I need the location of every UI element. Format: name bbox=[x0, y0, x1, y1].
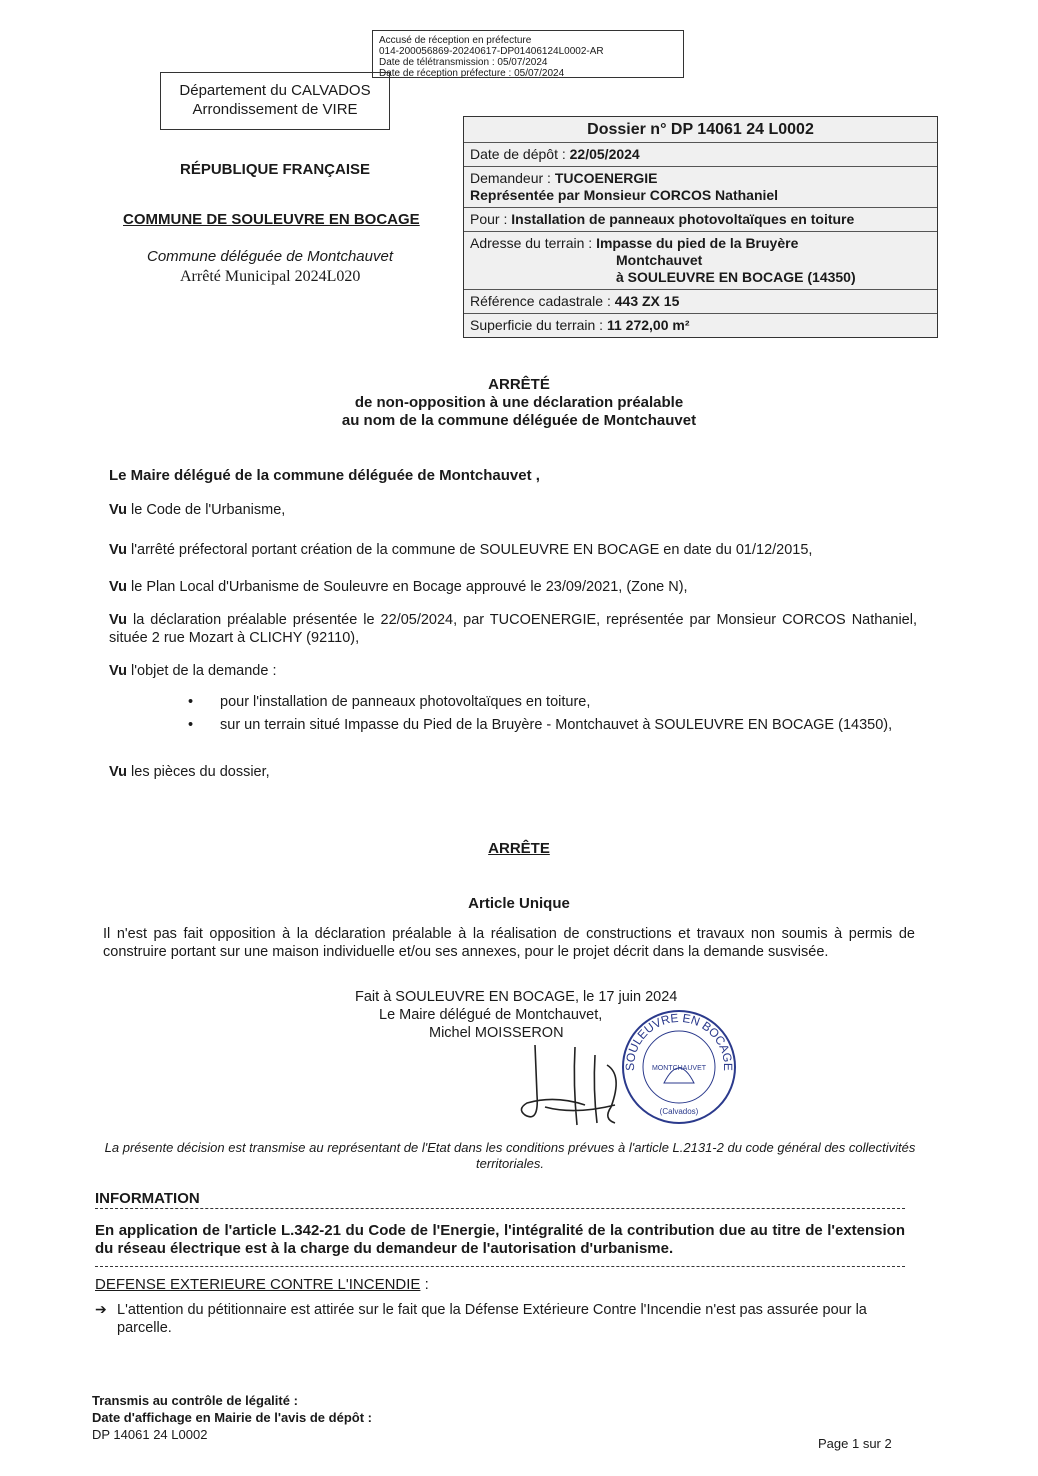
objet-bullet: • sur un terrain situé Impasse du Pied de la Bruyère - Montchauvet à SOULEUVRE EN BOCAGE (14350), bbox=[220, 716, 920, 734]
stamp-line: Date de réception préfecture : 05/07/2024 bbox=[379, 68, 565, 79]
vu-clause bbox=[109, 662, 917, 680]
superficie-row bbox=[464, 313, 937, 337]
arrete-title-line3: au nom de la commune déléguée de Montchauvet bbox=[341, 412, 697, 429]
signatory-role: Le Maire délégué de Montchauvet, bbox=[379, 1007, 603, 1023]
maire-intro: Le Maire délégué de la commune déléguée de Montchauvet , bbox=[109, 467, 540, 484]
prefecture-receipt-stamp bbox=[372, 30, 684, 78]
pour-label: Pour : bbox=[470, 211, 512, 227]
vu-clause bbox=[109, 611, 917, 647]
handwritten-signature bbox=[515, 1035, 635, 1130]
representee-line: Représentée par Monsieur CORCOS Nathaniel bbox=[470, 187, 779, 203]
vu-text: les pièces du dossier, bbox=[127, 764, 270, 780]
department-line: Département du CALVADOS bbox=[179, 82, 371, 99]
page-number: Page 1 sur 2 bbox=[818, 1436, 892, 1451]
footer-dossier-ref: DP 14061 24 L0002 bbox=[92, 1427, 208, 1442]
stamp-line: Date de télétransmission : 05/07/2024 bbox=[379, 57, 548, 68]
footer-affichage: Date d'affichage en Mairie de l'avis de dépôt : bbox=[92, 1410, 372, 1425]
vu-lead: Vu bbox=[109, 502, 127, 518]
cadastre-label: Référence cadastrale : bbox=[470, 293, 615, 309]
defense-text: L'attention du pétitionnaire est attirée sur le fait que la Défense Extérieure Contre l'Incendie n'est pas assurée pour la parcelle. bbox=[117, 1302, 867, 1336]
transmission-note: La présente décision est transmise au représentant de l'Etat dans les conditions prévues à l'article L.2131-2 du code général des collectivités territoriales. bbox=[104, 1140, 916, 1171]
superficie-value: 11 272,00 m² bbox=[606, 317, 690, 333]
stamp-line: 014-200056869-20240617-DP01406124L0002-AR bbox=[379, 46, 604, 57]
stamp-line: Accusé de réception en préfecture bbox=[379, 35, 532, 46]
vu-lead: Vu bbox=[109, 542, 127, 558]
vu-text: l'objet de la demande : bbox=[127, 663, 277, 679]
commune-seal-icon bbox=[620, 1008, 738, 1126]
vu-lead: Vu bbox=[109, 612, 127, 628]
depot-value: 22/05/2024 bbox=[569, 146, 640, 162]
adresse-label: Adresse du terrain : bbox=[470, 235, 597, 251]
footer-block bbox=[92, 1392, 372, 1443]
dossier-box bbox=[463, 116, 938, 338]
vu-lead: Vu bbox=[109, 579, 127, 595]
vu-clause bbox=[109, 578, 917, 596]
arrow-right-icon: ➔ bbox=[95, 1301, 107, 1317]
adresse-line1: Impasse du pied de la Bruyère bbox=[596, 235, 799, 251]
defense-heading-line bbox=[95, 1276, 429, 1293]
information-text: En application de l'article L.342-21 du Code de l'Energie, l'intégralité de la contribution due au titre de l'extension du réseau électrique est à la charge du demandeur de l'autorisation d'urbanisme. bbox=[95, 1222, 905, 1257]
vu-clause bbox=[109, 501, 917, 519]
arrete-number: Arrêté Municipal 2024L020 bbox=[180, 268, 361, 285]
objet-bullet: • pour l'installation de panneaux photovoltaïques en toiture, bbox=[220, 693, 920, 711]
signatory-name: Michel MOISSERON bbox=[429, 1025, 564, 1041]
cadastre-row bbox=[464, 289, 937, 313]
arrete-title-line1: ARRÊTÉ bbox=[488, 376, 550, 393]
divider bbox=[95, 1266, 905, 1267]
commune-heading: COMMUNE DE SOULEUVRE EN BOCAGE bbox=[123, 211, 420, 228]
cadastre-value: 443 ZX 15 bbox=[614, 293, 680, 309]
demandeur-label: Demandeur : bbox=[470, 170, 555, 186]
seal-top-text: SOULEUVRE EN BOCAGE bbox=[622, 1010, 736, 1071]
adresse-line3: à SOULEUVRE EN BOCAGE (14350) bbox=[616, 269, 856, 285]
seal-bottom-text: (Calvados) bbox=[659, 1107, 699, 1116]
seal-inner-text: MONTCHAUVET bbox=[651, 1065, 707, 1072]
republic-heading: RÉPUBLIQUE FRANÇAISE bbox=[180, 161, 371, 178]
demandeur-value: TUCOENERGIE bbox=[554, 170, 658, 186]
depot-label: Date de dépôt : bbox=[470, 146, 570, 162]
article-text: Il n'est pas fait opposition à la déclaration préalable à la réalisation de constructions et travaux non soumis à permis de construire portant sur une maison individuelle et/ou ses annexes, pour le projet décrit dans la demande susvisée. bbox=[103, 926, 915, 960]
pour-value: Installation de panneaux photovoltaïques en toiture bbox=[511, 211, 855, 227]
pour-row bbox=[464, 207, 937, 231]
information-heading: INFORMATION bbox=[95, 1190, 204, 1207]
depot-row bbox=[464, 142, 937, 166]
vu-text: le Code de l'Urbanisme, bbox=[127, 502, 286, 518]
adresse-line2: Montchauvet bbox=[616, 252, 703, 268]
arrete-title-line2: de non-opposition à une déclaration préalable bbox=[354, 394, 684, 411]
information-heading-line bbox=[95, 1190, 905, 1209]
vu-clause bbox=[109, 541, 917, 559]
defense-heading: DEFENSE EXTERIEURE CONTRE L'INCENDIE bbox=[95, 1276, 421, 1293]
arrete-title bbox=[0, 376, 1038, 430]
superficie-label: Superficie du terrain : bbox=[470, 317, 607, 333]
department-box bbox=[160, 72, 390, 130]
fait-line: Fait à SOULEUVRE EN BOCAGE, le 17 juin 2024 bbox=[355, 989, 678, 1005]
arrondissement-line: Arrondissement de VIRE bbox=[192, 101, 358, 118]
delegated-commune: Commune déléguée de Montchauvet bbox=[147, 248, 393, 265]
vu-lead: Vu bbox=[109, 663, 127, 679]
vu-text: l'arrêté préfectoral portant création de la commune de SOULEUVRE EN BOCAGE en date du 01/12/2015, bbox=[127, 542, 813, 558]
demandeur-row bbox=[464, 166, 937, 207]
vu-lead: Vu bbox=[109, 764, 127, 780]
adresse-row bbox=[464, 231, 937, 289]
vu-text: le Plan Local d'Urbanisme de Souleuvre en Bocage approuvé le 23/09/2021, (Zone N), bbox=[127, 579, 688, 595]
vu-text: la déclaration préalable présentée le 22/05/2024, par TUCOENERGIE, représentée par Monsieur CORCOS Nathaniel, située 2 rue Mozart à CLICHY (92110), bbox=[109, 612, 917, 646]
dossier-title: Dossier n° DP 14061 24 L0002 bbox=[587, 121, 814, 138]
footer-transmis: Transmis au contrôle de légalité : bbox=[92, 1393, 298, 1408]
article-title: Article Unique bbox=[468, 895, 570, 912]
arrete-heading: ARRÊTE bbox=[488, 840, 550, 857]
vu-pieces bbox=[109, 763, 917, 781]
defense-suffix: : bbox=[420, 1276, 429, 1293]
